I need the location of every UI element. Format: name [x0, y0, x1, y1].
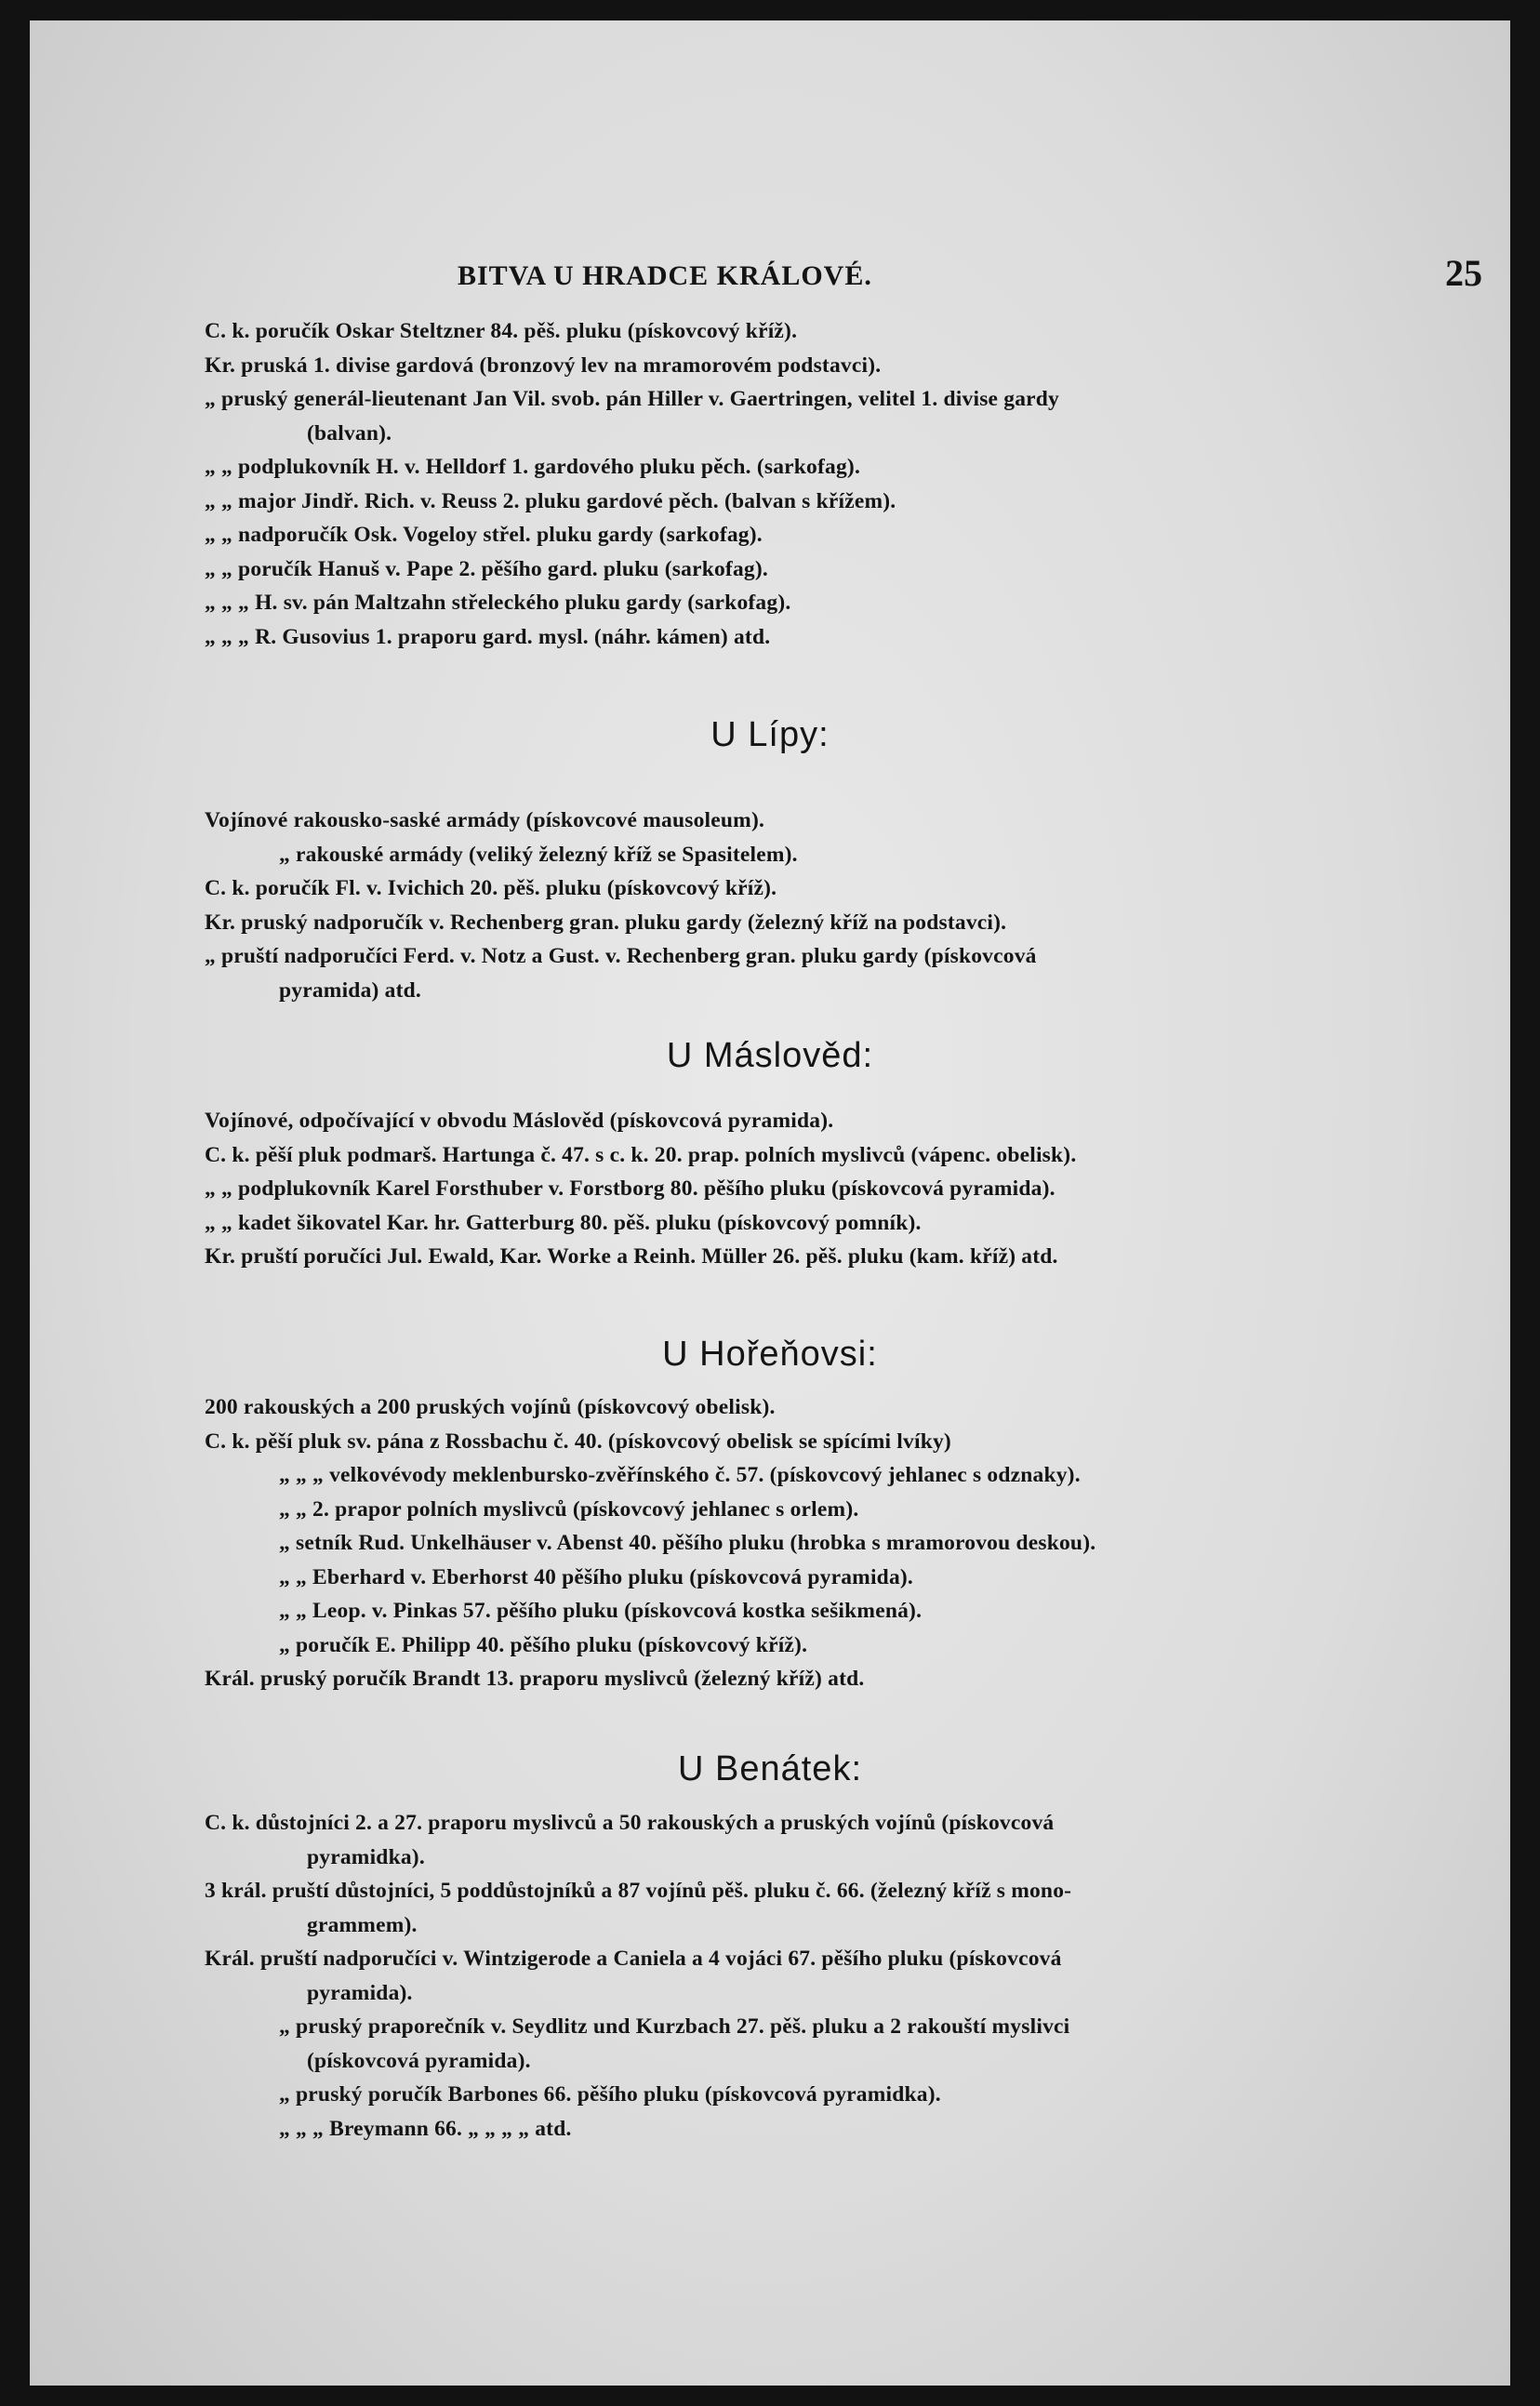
- list-line: pyramida).: [307, 1980, 413, 2005]
- list-line: „ „ „ Breymann 66. „ „ „ „ atd.: [279, 2116, 572, 2141]
- list-line: C. k. důstojníci 2. a 27. praporu myslivců a 50 rakouských a pruských vojínů (pískovcová: [205, 1811, 1055, 1835]
- list-line: „ „ „ H. sv. pán Maltzahn střeleckého pluku gardy (sarkofag).: [205, 591, 791, 615]
- list-line: „ pruský generál-lieutenant Jan Vil. svob. pán Hiller v. Gaertringen, velitel 1. divise gardy: [205, 387, 1060, 411]
- list-line: 200 rakouských a 200 pruských vojínů (pískovcový obelisk).: [205, 1395, 776, 1419]
- monument-list-intro: [205, 314, 1367, 654]
- list-line: 3 král. pruští důstojníci, 5 poddůstojníků a 87 vojínů pěš. pluku č. 66. (železný kříž s mono-: [205, 1879, 1072, 1903]
- list-line: „ „ poručík Hanuš v. Pape 2. pěšího gard. pluku (sarkofag).: [205, 556, 768, 581]
- book-page: [30, 20, 1510, 2386]
- list-line: „ „ „ R. Gusovius 1. praporu gard. mysl. (náhr. kámen) atd.: [205, 624, 771, 649]
- list-line: Král. pruští nadporučíci v. Wintzigerode a Caniela a 4 vojáci 67. pěšího pluku (pískovcová: [205, 1947, 1062, 1971]
- list-line: (pískovcová pyramida).: [307, 2048, 531, 2073]
- list-line: Vojínové, odpočívající v obvodu Máslověd (pískovcová pyramida).: [205, 1109, 834, 1133]
- list-line: C. k. poručík Fl. v. Ivichich 20. pěš. pluku (pískovcový kříž).: [205, 876, 777, 900]
- list-line: pyramida) atd.: [279, 977, 421, 1003]
- list-line: C. k. pěší pluk sv. pána z Rossbachu č. 40. (pískovcový obelisk se spícími lvíky): [205, 1429, 951, 1454]
- page-number: 25: [1445, 252, 1482, 294]
- list-line: (balvan).: [307, 420, 392, 445]
- list-line: „ poručík E. Philipp 40. pěšího pluku (pískovcový kříž).: [279, 1632, 808, 1657]
- list-line: C. k. poručík Oskar Steltzner 84. pěš. pluku (pískovcový kříž).: [205, 319, 798, 343]
- list-line: grammem).: [307, 1912, 418, 1937]
- running-head: [30, 236, 1510, 292]
- monument-list-benatek: [205, 1806, 1367, 2146]
- list-line: „ pruští nadporučíci Ferd. v. Notz a Gust. v. Rechenberg gran. pluku gardy (pískovcová: [205, 944, 1037, 968]
- section-heading-lipy: U Lípy:: [710, 715, 830, 754]
- list-line: „ setník Rud. Unkelhäuser v. Abenst 40. pěšího pluku (hrobka s mramorovou deskou).: [279, 1531, 1096, 1555]
- monument-list-maslovedy: [205, 1104, 1367, 1274]
- list-line: „ „ major Jindř. Rich. v. Reuss 2. pluku gardové pěch. (balvan s křížem).: [205, 488, 896, 513]
- list-line: „ „ nadporučík Osk. Vogeloy střel. pluku gardy (sarkofag).: [205, 523, 763, 547]
- list-line: „ „ 2. prapor polních myslivců (pískovcový jehlanec s orlem).: [279, 1496, 859, 1522]
- list-line: „ pruský poručík Barbones 66. pěšího pluku (pískovcová pyramidka).: [279, 2082, 941, 2107]
- list-line: „ pruský praporečník v. Seydlitz und Kurzbach 27. pěš. pluku a 2 rakouští myslivci: [279, 2014, 1070, 2039]
- list-line: „ „ „ velkovévody meklenbursko-zvěřínského č. 57. (pískovcový jehlanec s odznaky).: [279, 1463, 1081, 1487]
- list-line: pyramidka).: [307, 1844, 425, 1869]
- list-line: Kr. pruští poručíci Jul. Ewald, Kar. Worke a Reinh. Müller 26. pěš. pluku (kam. kříž) atd.: [205, 1244, 1058, 1269]
- list-line: „ „ podplukovník H. v. Helldorf 1. gardového pluku pěch. (sarkofag).: [205, 455, 861, 479]
- section-heading-benatek: U Benátek:: [678, 1749, 862, 1788]
- list-line: „ „ kadet šikovatel Kar. hr. Gatterburg 80. pěš. pluku (pískovcový pomník).: [205, 1210, 922, 1235]
- running-head-title: BITVA U HRADCE KRÁLOVÉ.: [458, 260, 872, 291]
- section-heading-maslovedy: U Máslověd:: [666, 1036, 874, 1075]
- list-line: „ „ podplukovník Karel Forsthuber v. Forstborg 80. pěšího pluku (pískovcová pyramida).: [205, 1176, 1055, 1201]
- list-line: Král. pruský poručík Brandt 13. praporu myslivců (železný kříž) atd.: [205, 1667, 865, 1691]
- list-line: Kr. pruský nadporučík v. Rechenberg gran. pluku gardy (železný kříž na podstavci).: [205, 910, 1007, 935]
- list-line: „ „ Leop. v. Pinkas 57. pěšího pluku (pískovcová kostka sešikmená).: [279, 1599, 923, 1623]
- list-line: „ rakouské armády (veliký železný kříž se Spasitelem).: [279, 842, 798, 867]
- list-line: C. k. pěší pluk podmarš. Hartunga č. 47. s c. k. 20. prap. polních myslivců (vápenc. obelisk).: [205, 1142, 1077, 1167]
- list-line: Kr. pruská 1. divise gardová (bronzový lev na mramorovém podstavci).: [205, 352, 882, 378]
- section-heading-horenovsi: U Hořeňovsi:: [662, 1335, 878, 1374]
- monument-list-horenovsi: [205, 1390, 1367, 1696]
- list-line: „ „ Eberhard v. Eberhorst 40 pěšího pluku (pískovcová pyramida).: [279, 1564, 913, 1589]
- monument-list-lipy: [205, 804, 1367, 1007]
- list-line: Vojínové rakousko-saské armády (pískovcové mausoleum).: [205, 808, 765, 832]
